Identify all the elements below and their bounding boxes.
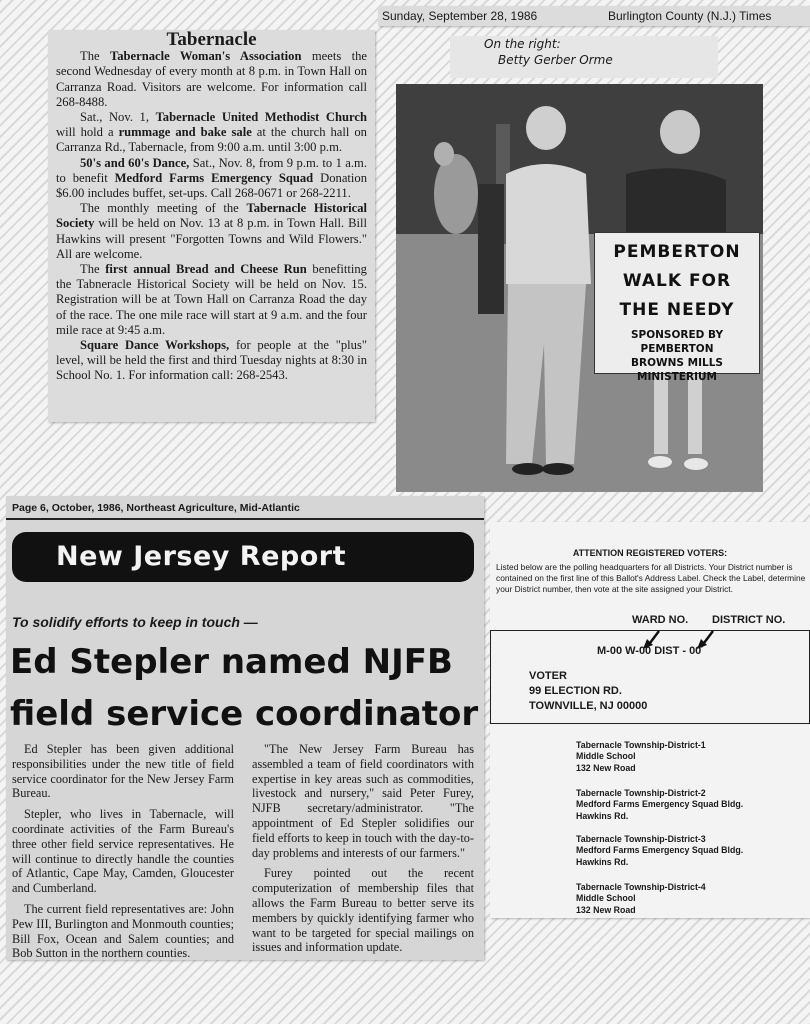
address-line: VOTER <box>529 670 567 682</box>
bold-text: Tabernacle United Methodist Church <box>155 110 367 125</box>
bold-text: Square Dance Workshops, <box>80 338 230 353</box>
handwritten-note <box>450 36 718 78</box>
district-entry <box>576 882 806 916</box>
district-place: Medford Farms Emergency Squad Bldg. <box>576 799 744 810</box>
body-text: The monthly meeting of the <box>80 201 247 216</box>
njr-headline-line-2: field service coordinator <box>10 694 479 734</box>
note-line-1: On the right: <box>484 37 561 51</box>
bold-text: 50's and 60's Dance, <box>80 155 190 170</box>
district-place: Middle School <box>576 751 636 762</box>
sign-line-3: THE NEEDY <box>619 300 735 320</box>
njr-col1-para: The current field representatives are: John Pew III, Burlington and Monmouth counties; Bill Fox, Ocean and Salem counties; and Bob Sutton in the northern counties. <box>12 901 235 961</box>
voter-heading: ATTENTION REGISTERED VOTERS: <box>572 548 728 558</box>
body-text: Sat., Nov. 1, <box>80 110 156 125</box>
njr-article-clipping <box>6 496 484 960</box>
walk-sign <box>594 232 760 383</box>
njr-col2-para: Furey pointed out the recent computerization of membership files that allows the Farm Bureau to better serve its members by quickly identifying farmer who want to be targeted for special mailings on issues and information update. <box>252 866 474 955</box>
njr-column-1 <box>12 742 234 967</box>
district-label: DISTRICT NO. <box>712 614 786 626</box>
bold-text: Medford Farms Emergency Squad <box>114 170 314 185</box>
sign-line-6: MINISTERIUM <box>637 371 717 383</box>
ballot-address <box>529 669 647 714</box>
district-address: 132 New Road <box>576 762 636 773</box>
njr-kicker: To solidify efforts to keep in touch — <box>12 614 258 630</box>
bold-text: rummage and bake sale <box>118 125 252 140</box>
bold-text: Tabernacle Historical Society <box>56 201 368 231</box>
district-place: Middle School <box>576 893 636 904</box>
district-address: Hawkins Rd. <box>576 810 629 821</box>
body-text: The <box>80 262 106 277</box>
sign-line-5: BROWNS MILLS <box>631 357 723 369</box>
tabernacle-paragraphs <box>56 49 367 383</box>
district-entry <box>576 834 806 868</box>
body-text: Sat., Nov. 8, from 9 p.m. to 1 a.m. to benefit <box>56 155 367 185</box>
district-name: Tabernacle Township-District-3 <box>576 834 706 844</box>
njr-headline-line-1: Ed Stepler named NJFB <box>10 642 453 682</box>
tabernacle-paragraph <box>56 156 367 202</box>
ballot-address-label <box>490 630 810 724</box>
note-line-2: Betty Gerber Orme <box>498 53 613 67</box>
address-line: 99 ELECTION RD. <box>529 685 622 697</box>
body-text: will hold a <box>56 125 119 140</box>
njr-banner: New Jersey Report <box>12 532 474 582</box>
njr-col1-para: Stepler, who lives in Tabernacle, will coordinate activities of the Farm Bureau's three other field service representatives. He will continue to directly handle the counties of Atlantic, Cape May, Camden, Gloucester and Cumberland. <box>12 807 234 896</box>
district-address: Hawkins Rd. <box>576 856 629 867</box>
bold-text: Tabernacle Woman's Association <box>109 49 302 64</box>
body-text: will be held on Nov. 13 at 8 p.m. in Town Hall. Bill Hawkins will present "Forgotten Towns and Wild Flowers." All are welcome. <box>56 216 367 261</box>
sign-line-1: PEMBERTON <box>613 242 741 262</box>
newspaper-dateline <box>378 6 810 26</box>
sign-line-2: WALK FOR <box>622 271 732 291</box>
njr-col2-para: "The New Jersey Farm Bureau has assembled a team of field coordinators with expertise in key areas such as commodities, livestock and nursery," said Peter Furey, NJFB secretary/administrator. "The appointment of Ed Stepler solidifies our field efforts to keep in touch with the day-to-day problems and interests of our farmers." <box>252 742 474 860</box>
district-entry <box>576 740 806 774</box>
tabernacle-paragraph <box>56 49 367 110</box>
tabernacle-paragraph <box>56 201 367 262</box>
njr-page-header: Page 6, October, 1986, Northeast Agriculture, Mid-Atlantic <box>12 502 300 514</box>
body-text: for people at the "plus" level, will be held the first and third Tuesday nights at 8:30 in School No. 1. For information call: 268-2543. <box>56 338 368 383</box>
tabernacle-paragraph <box>56 338 367 384</box>
dateline-paper: Burlington County (N.J.) Times <box>608 9 772 23</box>
ballot-codes: M-00 W-00 DIST - 00 <box>597 645 702 657</box>
district-place: Medford Farms Emergency Squad Bldg. <box>576 845 744 856</box>
body-text: meets the second Wednesday of every month at 8 p.m. in Town Hall on Carranza Road. Visitors are welcome. For information call 268-8488. <box>56 49 367 109</box>
tabernacle-title: Tabernacle <box>166 29 257 50</box>
body-text: at the church hall on Carranza Rd., Tabernacle, from 9:00 a.m. until 3:00 p.m. <box>56 125 367 155</box>
district-address: 132 New Road <box>576 904 636 915</box>
dateline-date: Sunday, September 28, 1986 <box>382 9 538 23</box>
njr-headline <box>10 636 480 740</box>
njr-column-2 <box>252 742 474 961</box>
district-name: Tabernacle Township-District-4 <box>576 882 706 892</box>
voter-intro: Listed below are the polling headquarters for all Districts. Your District number is contained on the first line of this Ballot's Address Label. Check the Label, determine your District number, then vote at the site assigned your District. <box>496 562 806 594</box>
tabernacle-paragraph <box>56 110 367 156</box>
bold-text: first annual Bread and Cheese Run <box>105 262 307 277</box>
district-entry <box>576 788 806 822</box>
address-line: TOWNVILLE, NJ 00000 <box>529 700 648 712</box>
district-name: Tabernacle Township-District-1 <box>576 740 706 750</box>
body-text: benefitting the Tabneracle Historical Society will be held on Nov. 15. Registration will be at Town Hall on Carranza Road the day of the race. The one mile race will start at 9 a.m. and the four mile race at 9:45 a.m. <box>56 262 367 337</box>
body-text: The <box>80 49 110 64</box>
sign-line-4: SPONSORED BY PEMBERTON <box>630 329 724 355</box>
voter-notice-clipping <box>490 522 810 918</box>
njr-col1-para: Ed Stepler has been given additional responsibilities under the new title of field service coordinator for the New Jersey Farm Bureau. <box>12 742 234 801</box>
njr-header-rule <box>6 518 484 520</box>
tabernacle-paragraph <box>56 262 367 338</box>
tabernacle-events-clipping <box>48 30 375 422</box>
ward-label: WARD NO. <box>632 614 689 626</box>
district-name: Tabernacle Township-District-2 <box>576 788 706 798</box>
body-text: Donation $6.00 includes buffet, set-ups. Call 268-0671 or 268-2211. <box>56 170 367 201</box>
